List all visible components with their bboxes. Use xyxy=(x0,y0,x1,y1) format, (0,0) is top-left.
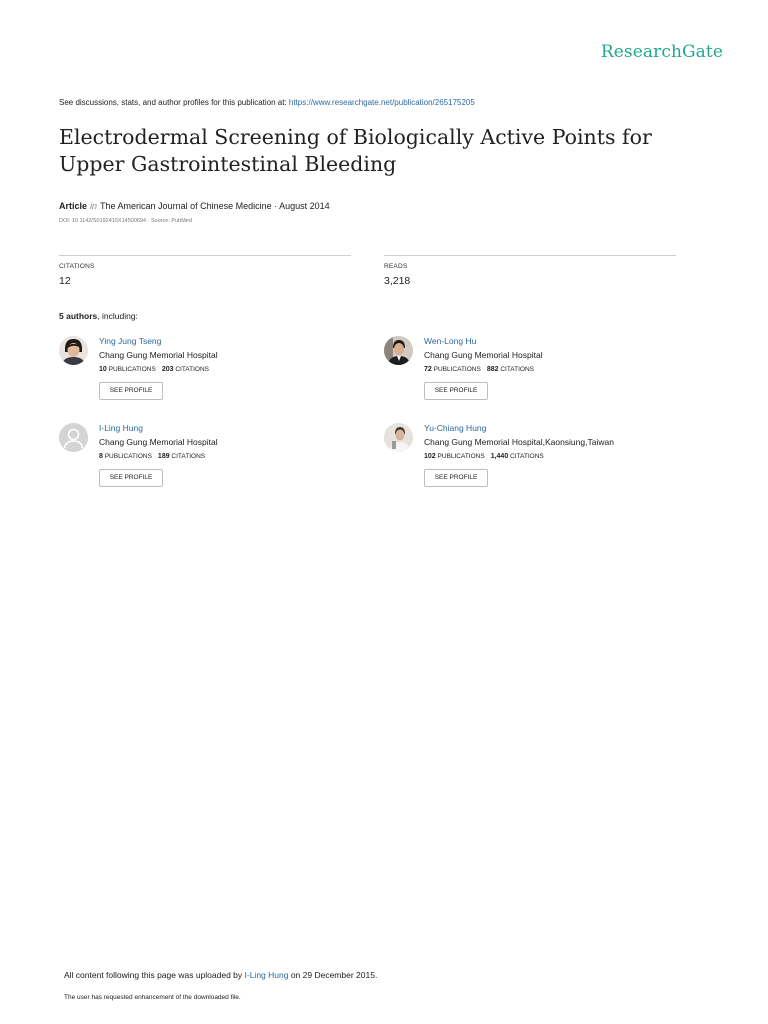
citations-label: CITATIONS xyxy=(500,366,535,373)
reads-label: READS xyxy=(384,263,408,270)
citations-label: CITATIONS xyxy=(510,453,544,460)
citations-count: 882 xyxy=(486,366,499,373)
default-avatar-icon[interactable] xyxy=(59,423,88,452)
publications-count: 72 xyxy=(424,366,432,373)
authors-count: 5 authors xyxy=(59,311,98,321)
publications-label: PUBLICATIONS xyxy=(433,366,481,373)
doi-line: DOI: 10.1142/S0192415X14500694 · Source: PubMed xyxy=(59,218,192,224)
author-institution: Chang Gung Memorial Hospital xyxy=(424,350,543,360)
avatar[interactable] xyxy=(384,423,413,452)
journal-info: The American Journal of Chinese Medicine · August 2014 xyxy=(100,201,330,211)
enhancement-note: The user has requested enhancement of the downloaded file. xyxy=(64,994,241,1001)
upload-notice xyxy=(64,970,377,980)
author-card xyxy=(59,336,359,411)
publication-meta xyxy=(59,201,330,211)
author-stats xyxy=(424,366,534,373)
authors-heading-suffix: , including: xyxy=(97,311,138,321)
citations-count: 1,440 xyxy=(490,453,509,460)
citations-count: 189 xyxy=(157,453,170,460)
citations-label: CITATIONS xyxy=(171,453,206,460)
author-card xyxy=(384,423,684,498)
author-name[interactable]: I-Ling Hung xyxy=(99,423,143,433)
see-profile-button[interactable]: SEE PROFILE xyxy=(99,469,163,487)
upload-prefix: All content following this page was uploaded by xyxy=(64,970,245,980)
author-card xyxy=(384,336,684,411)
author-stats xyxy=(424,453,544,460)
publication-title: Electrodermal Screening of Biologically Active Points for Upper Gastrointestinal Bleeding xyxy=(59,125,652,176)
publications-count: 10 xyxy=(99,366,107,373)
citations-value: 12 xyxy=(59,275,71,287)
reads-divider xyxy=(384,255,676,256)
citations-divider xyxy=(59,255,351,256)
see-profile-button[interactable]: SEE PROFILE xyxy=(424,469,488,487)
author-institution: Chang Gung Memorial Hospital xyxy=(99,437,218,447)
author-stats xyxy=(99,453,205,460)
author-card xyxy=(59,423,359,498)
profile-notice xyxy=(59,98,475,107)
publication-link[interactable]: https://www.researchgate.net/publication/265175205 xyxy=(288,98,475,107)
publications-count: 8 xyxy=(99,453,103,460)
uploader-link[interactable]: I-Ling Hung xyxy=(244,970,289,980)
publications-label: PUBLICATIONS xyxy=(108,366,156,373)
author-stats xyxy=(99,366,209,373)
upload-suffix: on 29 December 2015. xyxy=(288,970,378,980)
author-name[interactable]: Wen-Long Hu xyxy=(424,336,477,346)
authors-heading xyxy=(59,311,138,321)
meta-in: in xyxy=(90,201,98,211)
see-profile-button[interactable]: SEE PROFILE xyxy=(424,382,488,400)
researchgate-logo[interactable]: ResearchGate xyxy=(600,42,723,62)
author-name[interactable]: Yu-Chiang Hung xyxy=(424,423,487,433)
citations-label: CITATIONS xyxy=(59,263,95,270)
author-institution: Chang Gung Memorial Hospital,Kaonsiung,Taiwan xyxy=(424,437,614,447)
avatar[interactable] xyxy=(384,336,413,365)
citations-label: CITATIONS xyxy=(175,366,210,373)
author-institution: Chang Gung Memorial Hospital xyxy=(99,350,218,360)
author-name[interactable]: Ying Jung Tseng xyxy=(99,336,162,346)
publication-type: Article xyxy=(59,201,88,211)
see-profile-button[interactable]: SEE PROFILE xyxy=(99,382,163,400)
profile-notice-text: See discussions, stats, and author profiles for this publication at: xyxy=(59,98,289,107)
publications-count: 102 xyxy=(424,453,436,460)
citations-count: 203 xyxy=(161,366,174,373)
publications-label: PUBLICATIONS xyxy=(437,453,485,460)
publications-label: PUBLICATIONS xyxy=(104,453,152,460)
avatar[interactable] xyxy=(59,336,88,365)
reads-value: 3,218 xyxy=(384,275,411,287)
